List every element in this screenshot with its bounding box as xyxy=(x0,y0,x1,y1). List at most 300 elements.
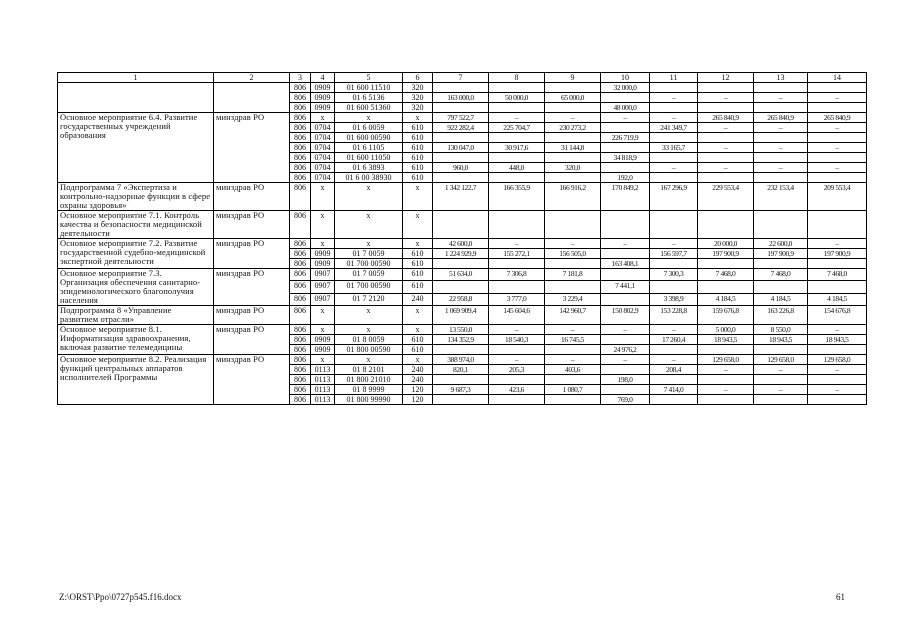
table-cell: 820,1 xyxy=(433,365,489,375)
table-cell: 129 658,0 xyxy=(808,355,867,365)
table-cell xyxy=(754,103,808,113)
table-cell: 48 000,0 xyxy=(601,103,650,113)
activity-name-cell: Основное мероприятие 8.2. Реализация функций центральных аппаратов исполнителей Программы xyxy=(58,355,214,405)
activity-name-cell: Основное мероприятие 6.4. Развитие государственных учреждений образования xyxy=(58,113,214,183)
table-cell: 0113 xyxy=(311,385,335,395)
table-cell: – xyxy=(754,365,808,375)
table-cell: 166 355,9 xyxy=(489,183,545,211)
table-cell: 806 xyxy=(290,355,311,365)
table-cell xyxy=(698,395,754,405)
table-cell: – xyxy=(808,365,867,375)
table-cell xyxy=(650,173,698,183)
table-cell: – xyxy=(808,385,867,395)
table-row xyxy=(58,83,867,93)
table-cell: – xyxy=(808,239,867,249)
column-number-header: 10 xyxy=(601,73,650,83)
table-cell: – xyxy=(698,123,754,133)
table-cell: 163 408,1 xyxy=(601,259,650,269)
table-cell: 922 282,4 xyxy=(433,123,489,133)
table-cell: 0113 xyxy=(311,375,335,385)
table-cell xyxy=(650,153,698,163)
table-cell xyxy=(650,259,698,269)
column-number-header: 4 xyxy=(311,73,335,83)
table-cell: x xyxy=(403,355,433,365)
table-cell: 0704 xyxy=(311,123,335,133)
table-cell: 50 000,0 xyxy=(489,93,545,103)
table-cell xyxy=(433,259,489,269)
table-cell: x xyxy=(403,239,433,249)
table-cell: 0909 xyxy=(311,345,335,355)
table-cell: 403,6 xyxy=(545,365,601,375)
table-cell: 7 300,3 xyxy=(650,269,698,281)
table-cell: 18 943,5 xyxy=(808,335,867,345)
table-cell: 01 6 5136 xyxy=(335,93,403,103)
executor-cell xyxy=(214,83,290,113)
table-cell: 120 xyxy=(403,385,433,395)
table-cell: – xyxy=(754,385,808,395)
table-cell: 610 xyxy=(403,133,433,143)
table-cell: 0909 xyxy=(311,103,335,113)
table-cell xyxy=(489,211,545,239)
column-number-header: 7 xyxy=(433,73,489,83)
table-cell: 30 917,6 xyxy=(489,143,545,153)
table-cell xyxy=(698,173,754,183)
table-cell: x xyxy=(311,325,335,335)
table-cell xyxy=(808,259,867,269)
table-cell: 22 958,8 xyxy=(433,293,489,305)
table-cell: 265 840,9 xyxy=(808,113,867,123)
table-cell xyxy=(650,103,698,113)
table-cell xyxy=(545,375,601,385)
activity-name-cell: Основное мероприятие 8.1. Информатизация здравоохранения, включая развитие телемедицины xyxy=(58,325,214,355)
executor-cell: минздрав РО xyxy=(214,355,290,405)
table-cell xyxy=(489,153,545,163)
column-number-header: 3 xyxy=(290,73,311,83)
table-cell xyxy=(545,345,601,355)
table-cell xyxy=(489,345,545,355)
table-cell: 208,4 xyxy=(650,365,698,375)
table-cell: – xyxy=(650,239,698,249)
table-cell xyxy=(698,133,754,143)
table-cell: 150 802,9 xyxy=(601,306,650,325)
column-number-header: 13 xyxy=(754,73,808,83)
column-number-header: 12 xyxy=(698,73,754,83)
table-cell: 806 xyxy=(290,306,311,325)
table-cell xyxy=(808,211,867,239)
table-body xyxy=(58,73,867,405)
table-cell: 20 000,0 xyxy=(698,239,754,249)
table-cell: 01 600 11050 xyxy=(335,153,403,163)
table-cell xyxy=(545,83,601,93)
table-cell: 01 8 2101 xyxy=(335,365,403,375)
table-cell: 01 6 00 38930 xyxy=(335,173,403,183)
table-cell xyxy=(808,103,867,113)
table-cell: 01 600 11510 xyxy=(335,83,403,93)
table-cell: 130 047,0 xyxy=(433,143,489,153)
table-cell: 129 658,0 xyxy=(698,355,754,365)
table-cell xyxy=(650,83,698,93)
table-cell: 320,0 xyxy=(545,163,601,173)
table-cell: 5 000,0 xyxy=(698,325,754,335)
table-cell: 320 xyxy=(403,93,433,103)
table-cell: 18 540,3 xyxy=(489,335,545,345)
table-cell: – xyxy=(601,239,650,249)
table-cell: x xyxy=(311,306,335,325)
table-cell: 01 700 00590 xyxy=(335,259,403,269)
table-cell xyxy=(433,133,489,143)
table-cell: 205,3 xyxy=(489,365,545,375)
table-cell xyxy=(489,281,545,293)
table-cell: 4 184,5 xyxy=(754,293,808,305)
table-cell: 01 7 0059 xyxy=(335,269,403,281)
table-cell: 01 8 0059 xyxy=(335,335,403,345)
table-cell: 4 184,5 xyxy=(808,293,867,305)
table-cell: 166 916,2 xyxy=(545,183,601,211)
table-cell: 145 604,6 xyxy=(489,306,545,325)
table-cell: x xyxy=(403,325,433,335)
table-cell xyxy=(754,375,808,385)
table-cell xyxy=(545,259,601,269)
activity-name-cell: Основное мероприятие 7.3. Организация обеспечения санитарно-эпидемиологического благополучия населения xyxy=(58,269,214,306)
table-cell: 806 xyxy=(290,249,311,259)
table-cell xyxy=(601,385,650,395)
table-cell xyxy=(545,395,601,405)
table-cell: 232 153,4 xyxy=(754,183,808,211)
table-cell: 610 xyxy=(403,345,433,355)
table-cell: 22 600,0 xyxy=(754,239,808,249)
table-cell xyxy=(433,375,489,385)
table-cell: 01 6 1105 xyxy=(335,143,403,153)
table-cell: 7 414,0 xyxy=(650,385,698,395)
table-cell xyxy=(489,103,545,113)
table-cell xyxy=(601,365,650,375)
table-cell: 610 xyxy=(403,123,433,133)
table-cell: 7 468,0 xyxy=(754,269,808,281)
table-cell: – xyxy=(808,163,867,173)
table-cell: 241 349,7 xyxy=(650,123,698,133)
table-cell: 320 xyxy=(403,83,433,93)
table-cell: x xyxy=(403,113,433,123)
table-cell: 610 xyxy=(403,163,433,173)
table-cell: – xyxy=(698,163,754,173)
table-cell: x xyxy=(311,239,335,249)
table-cell: x xyxy=(335,355,403,365)
table-cell: 7 441,1 xyxy=(601,281,650,293)
table-cell: 120 xyxy=(403,395,433,405)
footer-file-path: Z:\ORST\Ppo\0727p545.f16.docx xyxy=(59,592,182,602)
activity-name-cell xyxy=(58,83,214,113)
table-cell: 01 800 00590 xyxy=(335,345,403,355)
table-cell: – xyxy=(545,355,601,365)
table-cell: – xyxy=(808,325,867,335)
table-cell: 806 xyxy=(290,269,311,281)
table-cell: 156 597,7 xyxy=(650,249,698,259)
table-row xyxy=(58,306,867,325)
table-cell: 167 296,9 xyxy=(650,183,698,211)
table-cell: – xyxy=(489,239,545,249)
executor-cell: минздрав РО xyxy=(214,269,290,306)
table-cell: 1 342 122,7 xyxy=(433,183,489,211)
activity-name-cell: Основное мероприятие 7.1. Контроль качества и безопасности медицинской деятельности xyxy=(58,211,214,239)
table-cell: 0704 xyxy=(311,133,335,143)
table-cell: 4 184,5 xyxy=(698,293,754,305)
table-cell: 8 550,0 xyxy=(754,325,808,335)
table-cell: 156 505,0 xyxy=(545,249,601,259)
table-cell: 806 xyxy=(290,93,311,103)
executor-cell: минздрав РО xyxy=(214,325,290,355)
table-cell xyxy=(545,133,601,143)
table-cell xyxy=(754,153,808,163)
table-cell: 154 676,8 xyxy=(808,306,867,325)
table-cell xyxy=(698,345,754,355)
table-cell: – xyxy=(698,365,754,375)
table-cell: – xyxy=(698,93,754,103)
budget-table xyxy=(57,72,867,405)
table-cell: 0909 xyxy=(311,249,335,259)
table-cell xyxy=(698,103,754,113)
table-cell: 806 xyxy=(290,153,311,163)
table-cell xyxy=(754,211,808,239)
table-cell: – xyxy=(808,123,867,133)
table-cell xyxy=(433,83,489,93)
activity-name-cell: Основное мероприятие 7.2. Развитие государственной судебно-медицинской экспертной деятельности xyxy=(58,239,214,269)
table-cell: 806 xyxy=(290,123,311,133)
table-cell: 0704 xyxy=(311,153,335,163)
table-cell: 806 xyxy=(290,375,311,385)
table-cell: 0909 xyxy=(311,83,335,93)
table-cell: x xyxy=(335,306,403,325)
table-cell xyxy=(489,173,545,183)
table-cell xyxy=(545,153,601,163)
table-cell: – xyxy=(601,355,650,365)
table-cell: – xyxy=(808,143,867,153)
table-cell: 320 xyxy=(403,103,433,113)
table-cell: 610 xyxy=(403,259,433,269)
table-cell: 610 xyxy=(403,269,433,281)
table-cell: – xyxy=(601,325,650,335)
table-cell xyxy=(601,211,650,239)
table-cell: 265 840,9 xyxy=(698,113,754,123)
table-cell xyxy=(698,211,754,239)
table-cell xyxy=(754,83,808,93)
table-cell: 240 xyxy=(403,375,433,385)
activity-name-cell: Подпрограмма 7 «Экспертиза и контрольно-надзорные функции в сфере охраны здоровья» xyxy=(58,183,214,211)
table-cell xyxy=(433,345,489,355)
table-cell: 159 676,8 xyxy=(698,306,754,325)
table-cell: 01 7 0059 xyxy=(335,249,403,259)
table-cell xyxy=(808,133,867,143)
table-cell xyxy=(808,395,867,405)
table-cell: 01 7 2120 xyxy=(335,293,403,305)
table-cell: 806 xyxy=(290,293,311,305)
table-row xyxy=(58,183,867,211)
table-cell: x xyxy=(335,183,403,211)
table-cell xyxy=(433,153,489,163)
table-cell xyxy=(754,259,808,269)
table-cell xyxy=(545,103,601,113)
table-cell: – xyxy=(545,325,601,335)
table-cell xyxy=(433,395,489,405)
table-cell xyxy=(601,249,650,259)
column-number-header: 1 xyxy=(58,73,214,83)
table-cell: – xyxy=(650,163,698,173)
table-cell: 18 943,5 xyxy=(754,335,808,345)
table-cell xyxy=(808,375,867,385)
table-cell: 610 xyxy=(403,153,433,163)
table-row xyxy=(58,325,867,335)
table-cell xyxy=(754,173,808,183)
table-cell: 225 704,7 xyxy=(489,123,545,133)
table-cell: 34 818,9 xyxy=(601,153,650,163)
table-cell: 769,0 xyxy=(601,395,650,405)
table-cell xyxy=(489,395,545,405)
table-cell: 610 xyxy=(403,143,433,153)
table-cell: 24 976,2 xyxy=(601,345,650,355)
table-cell: – xyxy=(650,113,698,123)
table-cell: 806 xyxy=(290,325,311,335)
table-cell: 192,0 xyxy=(601,173,650,183)
table-cell xyxy=(754,133,808,143)
header-row xyxy=(58,73,867,83)
table-cell xyxy=(754,281,808,293)
table-cell: – xyxy=(601,113,650,123)
table-cell: x xyxy=(403,306,433,325)
table-cell: – xyxy=(754,123,808,133)
table-cell xyxy=(601,269,650,281)
table-cell: 197 900,9 xyxy=(754,249,808,259)
table-cell xyxy=(650,375,698,385)
table-cell xyxy=(698,153,754,163)
table-cell: – xyxy=(545,239,601,249)
table-cell: x xyxy=(335,325,403,335)
table-cell xyxy=(433,211,489,239)
table-cell: 142 960,7 xyxy=(545,306,601,325)
table-cell xyxy=(601,93,650,103)
table-cell: – xyxy=(808,93,867,103)
table-cell: 806 xyxy=(290,365,311,375)
table-cell: 198,0 xyxy=(601,375,650,385)
table-cell: 170 849,2 xyxy=(601,183,650,211)
table-cell: 0909 xyxy=(311,335,335,345)
column-number-header: 2 xyxy=(214,73,290,83)
table-cell: 806 xyxy=(290,211,311,239)
table-cell xyxy=(601,143,650,153)
table-cell xyxy=(433,173,489,183)
table-cell: 806 xyxy=(290,183,311,211)
table-cell: 7 468,0 xyxy=(808,269,867,281)
table-cell xyxy=(545,211,601,239)
column-number-header: 5 xyxy=(335,73,403,83)
table-cell: 806 xyxy=(290,239,311,249)
table-cell xyxy=(808,83,867,93)
table-cell: 0907 xyxy=(311,293,335,305)
table-cell xyxy=(489,133,545,143)
table-cell: 197 900,9 xyxy=(698,249,754,259)
table-cell: 7 468,0 xyxy=(698,269,754,281)
table-cell xyxy=(650,211,698,239)
table-cell xyxy=(650,345,698,355)
executor-cell: минздрав РО xyxy=(214,183,290,211)
table-cell: 806 xyxy=(290,143,311,153)
table-cell xyxy=(808,345,867,355)
table-cell: 0704 xyxy=(311,143,335,153)
table-cell: 806 xyxy=(290,335,311,345)
table-cell: 0907 xyxy=(311,281,335,293)
table-cell: – xyxy=(754,143,808,153)
table-cell: – xyxy=(698,143,754,153)
table-cell: x xyxy=(335,211,403,239)
table-row xyxy=(58,355,867,365)
table-cell: 240 xyxy=(403,293,433,305)
table-cell: 134 352,9 xyxy=(433,335,489,345)
activity-name-cell: Подпрограмма 8 «Управление развитием отрасли» xyxy=(58,306,214,325)
table-cell: 01 6 0059 xyxy=(335,123,403,133)
table-cell: 33 165,7 xyxy=(650,143,698,153)
table-cell: 806 xyxy=(290,113,311,123)
table-cell: 1 224 929,9 xyxy=(433,249,489,259)
column-number-header: 8 xyxy=(489,73,545,83)
table-cell: 806 xyxy=(290,173,311,183)
table-cell: 01 600 51360 xyxy=(335,103,403,113)
column-number-header: 11 xyxy=(650,73,698,83)
table-cell: 3 229,4 xyxy=(545,293,601,305)
table-cell: 806 xyxy=(290,103,311,113)
table-cell: 806 xyxy=(290,385,311,395)
table-cell: 806 xyxy=(290,133,311,143)
table-cell: 01 6 3893 xyxy=(335,163,403,173)
table-cell: 0704 xyxy=(311,163,335,173)
table-cell: 9 687,3 xyxy=(433,385,489,395)
table-cell xyxy=(601,123,650,133)
table-cell xyxy=(698,259,754,269)
table-cell: 226 719,9 xyxy=(601,133,650,143)
table-cell: x xyxy=(403,183,433,211)
table-cell: x xyxy=(311,211,335,239)
table-cell: 0909 xyxy=(311,93,335,103)
table-cell: 806 xyxy=(290,345,311,355)
table-cell: 153 228,8 xyxy=(650,306,698,325)
table-cell: – xyxy=(698,385,754,395)
table-cell xyxy=(808,173,867,183)
table-cell xyxy=(754,345,808,355)
table-cell: 806 xyxy=(290,163,311,173)
table-cell: 18 943,5 xyxy=(698,335,754,345)
table-cell: x xyxy=(335,113,403,123)
table-cell: 230 273,2 xyxy=(545,123,601,133)
table-row xyxy=(58,239,867,249)
table-cell: 240 xyxy=(403,365,433,375)
table-cell xyxy=(489,375,545,385)
table-cell: 51 634,0 xyxy=(433,269,489,281)
table-row xyxy=(58,113,867,123)
executor-cell: минздрав РО xyxy=(214,211,290,239)
table-cell: 31 144,8 xyxy=(545,143,601,153)
executor-cell: минздрав РО xyxy=(214,113,290,183)
table-cell xyxy=(650,395,698,405)
table-cell: 129 658,0 xyxy=(754,355,808,365)
table-cell: – xyxy=(489,325,545,335)
table-cell: 155 272,1 xyxy=(489,249,545,259)
footer-page-number: 61 xyxy=(836,592,845,602)
table-cell: 13 550,0 xyxy=(433,325,489,335)
table-cell: 01 600 00590 xyxy=(335,133,403,143)
table-cell: 7 181,8 xyxy=(545,269,601,281)
table-cell: 1 069 909,4 xyxy=(433,306,489,325)
table-cell: 806 xyxy=(290,395,311,405)
table-cell xyxy=(698,375,754,385)
table-cell: 197 900,9 xyxy=(808,249,867,259)
table-cell: 3 777,0 xyxy=(489,293,545,305)
